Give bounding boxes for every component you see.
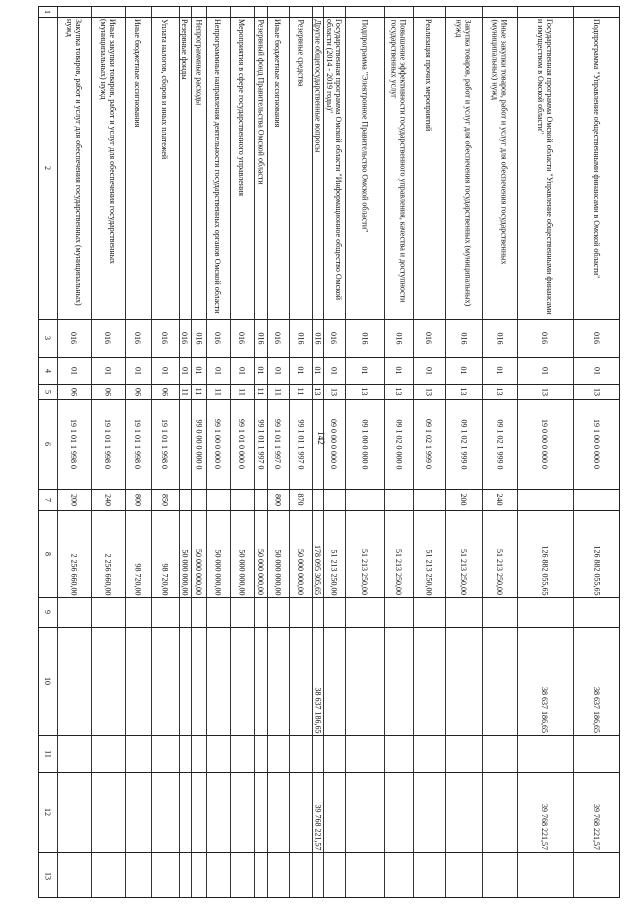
row-name: Государственная программа Омской области "Управление общественными финансами и имуществом в Омской области" — [536, 19, 554, 315]
code-cell: 016 — [180, 332, 190, 344]
code-cell: 016 — [313, 332, 322, 344]
code-cell: 19 1 01 1 998 0 — [160, 419, 170, 469]
code-cell: 01 — [313, 366, 322, 375]
header-number: 1 — [43, 10, 53, 14]
code-cell: 016 — [133, 332, 143, 344]
column-separator — [39, 17, 619, 18]
column-separator — [39, 852, 619, 853]
column-separator — [39, 357, 619, 358]
amount-cell: 2 256 660,00 — [69, 553, 79, 595]
code-cell: 19 1 01 1 998 0 — [133, 419, 143, 469]
code-cell: 13 — [394, 387, 403, 396]
code-cell: 13 — [495, 387, 504, 396]
code-cell: 800 — [273, 493, 283, 506]
code-cell: 11 — [180, 387, 190, 396]
code-cell: 016 — [329, 332, 339, 344]
code-cell: 13 — [540, 387, 550, 396]
column-separator — [39, 399, 619, 400]
amount-cell: 51 213 250,00 — [459, 549, 468, 595]
code-cell: 016 — [194, 332, 203, 344]
code-cell: 11 — [237, 387, 247, 396]
page-number: 142 — [315, 431, 326, 445]
amount-cell: 126 882 055,65 — [592, 545, 602, 595]
column-separator — [39, 597, 619, 598]
column-separator — [39, 319, 619, 320]
code-cell: 01 — [329, 366, 339, 375]
amount-cell: 39 768 221,57 — [313, 804, 322, 850]
amount-cell: 50 000 000,00 — [213, 549, 223, 595]
header-number: 8 — [43, 551, 53, 556]
code-cell: 09 1 02 0 000 0 — [394, 419, 403, 469]
code-cell: 13 — [424, 387, 434, 396]
code-cell: 016 — [495, 332, 504, 344]
code-cell: 01 — [296, 366, 305, 375]
code-cell: 06 — [160, 387, 170, 396]
column-separator — [39, 384, 619, 385]
code-cell: 11 — [213, 387, 223, 396]
code-cell: 09 1 02 1 999 0 — [424, 419, 434, 469]
amount-cell: 51 213 250,00 — [495, 549, 504, 595]
amount-cell: 38 637 186,65 — [313, 687, 322, 733]
code-cell: 06 — [69, 387, 79, 396]
row-name: Иные бюджетные ассигнования — [133, 19, 143, 128]
budget-table — [38, 6, 620, 898]
column-separator — [39, 510, 619, 511]
code-cell: 11 — [194, 387, 203, 396]
code-cell: 01 — [103, 366, 113, 375]
amount-cell: 98 720,00 — [133, 563, 143, 595]
code-cell: 09 1 00 0 000 0 — [360, 419, 369, 469]
amount-cell: 50 000 000,00 — [180, 549, 190, 595]
code-cell: 01 — [160, 366, 170, 375]
row-name: Закупка товаров, работ и услуг для обеспечения государственных (муниципальных) нужд — [65, 19, 83, 306]
column-separator — [39, 735, 619, 736]
header-number: 10 — [43, 677, 53, 685]
code-cell: 13 — [329, 387, 339, 396]
amount-cell: 51 213 250,00 — [329, 549, 339, 595]
amount-cell: 98 720,00 — [160, 563, 170, 595]
code-cell: 13 — [313, 387, 322, 396]
code-cell: 200 — [69, 493, 79, 506]
code-cell: 016 — [69, 332, 79, 344]
code-cell: 01 — [194, 366, 203, 375]
row-name: Подпрограмма "Управление общественными финансами в Омской области" — [592, 19, 602, 279]
code-cell: 01 — [459, 366, 468, 375]
header-number: 7 — [43, 497, 53, 502]
code-cell: 01 — [69, 366, 79, 375]
row-name: Иные закупки товаров, работ и услуг для обеспечения государственных (муниципальных) нужд — [99, 19, 117, 264]
code-cell: 06 — [133, 387, 143, 396]
amount-cell: 126 882 055,65 — [540, 545, 550, 595]
code-cell: 99 1 01 0 000 0 — [237, 419, 247, 469]
code-cell: 01 — [495, 366, 504, 375]
header-number: 13 — [43, 871, 53, 880]
row-name: Иные закупки товаров, работ и услуг для обеспечения государственных (муниципальных) нужд — [490, 19, 509, 264]
code-cell: 01 — [540, 366, 550, 375]
code-cell: 01 — [592, 366, 602, 375]
header-number: 11 — [43, 749, 53, 758]
amount-cell: 38 637 186,65 — [592, 687, 602, 733]
code-cell: 19 1 01 1 998 0 — [69, 419, 79, 469]
code-cell: 016 — [273, 332, 283, 344]
code-cell: 016 — [540, 332, 550, 344]
amount-cell: 50 000 000,00 — [237, 549, 247, 595]
code-cell: 016 — [213, 332, 223, 344]
code-cell: 200 — [459, 493, 468, 506]
code-cell: 19 0 00 0 000 0 — [540, 419, 550, 469]
code-cell: 06 — [103, 387, 113, 396]
header-number: 6 — [43, 442, 53, 446]
code-cell: 99 1 00 0 000 0 — [213, 419, 223, 469]
code-cell: 11 — [296, 387, 305, 396]
code-cell: 01 — [133, 366, 143, 375]
row-name: Закупка товаров, работ и услуг для обеспечения государственных (муниципальных) нужд — [454, 19, 473, 306]
header-number: 2 — [43, 166, 53, 170]
code-cell: 01 — [180, 366, 190, 375]
amount-cell: 50 000 000,00 — [194, 549, 203, 595]
row-name: Резервный фонд Правительства Омской области — [256, 19, 265, 185]
code-cell: 016 — [237, 332, 247, 344]
amount-cell: 39 768 221,57 — [592, 804, 602, 850]
row-name: Повышение эффективности государственного управления, качества и доступности государственных услуг — [389, 19, 408, 302]
code-cell: 09 1 02 1 999 0 — [495, 419, 504, 469]
code-cell: 11 — [256, 387, 265, 396]
code-cell: 19 1 00 0 000 0 — [592, 419, 602, 469]
code-cell: 11 — [273, 387, 283, 396]
row-name: Непрограммные расходы — [194, 19, 203, 105]
row-name: Подпрограмма "Электронное Правительство Омской области" — [360, 19, 369, 232]
code-cell: 01 — [213, 366, 223, 375]
row-name: Резервные средства — [296, 19, 305, 87]
amount-cell: 2 256 660,00 — [103, 553, 113, 595]
row-name: Резервные фонды — [180, 19, 190, 80]
row-name: Мероприятия в сфере государственного управления — [237, 19, 247, 197]
code-cell: 016 — [256, 332, 265, 344]
code-cell: 13 — [459, 387, 468, 396]
code-cell: 850 — [160, 493, 170, 506]
code-cell: 01 — [424, 366, 434, 375]
amount-cell: 38 637 186,65 — [540, 687, 550, 733]
code-cell: 01 — [237, 366, 247, 375]
header-number: 5 — [43, 389, 53, 394]
code-cell: 09 0 00 0 000 0 — [329, 419, 339, 469]
code-cell: 01 — [360, 366, 369, 375]
code-cell: 870 — [296, 493, 305, 506]
code-cell: 01 — [273, 366, 283, 375]
header-number: 3 — [43, 336, 53, 340]
header-number: 9 — [43, 610, 53, 614]
amount-cell: 50 000 000,00 — [273, 549, 283, 595]
code-cell: 13 — [592, 387, 602, 396]
code-cell: 016 — [103, 332, 113, 344]
amount-cell: 39 768 221,57 — [540, 804, 550, 850]
amount-cell: 51 213 250,00 — [394, 549, 403, 595]
column-separator — [39, 772, 619, 773]
code-cell: 016 — [459, 332, 468, 344]
code-cell: 99 1 01 1 997 0 — [256, 419, 265, 469]
code-cell: 99 1 01 1 997 0 — [273, 419, 283, 469]
amount-cell: 51 213 250,00 — [424, 549, 434, 595]
code-cell: 240 — [103, 493, 113, 506]
column-separator — [39, 627, 619, 628]
amount-cell: 51 213 250,00 — [360, 549, 369, 595]
code-cell: 016 — [296, 332, 305, 344]
header-number: 4 — [43, 368, 53, 373]
row-name: Уплата налогов, сборов и иных платежей — [160, 19, 170, 160]
code-cell: 240 — [495, 493, 504, 506]
row-name: Непрограммные направления деятельности государственных органов Омской области — [213, 19, 223, 314]
code-cell: 016 — [424, 332, 434, 344]
code-cell: 016 — [160, 332, 170, 344]
code-cell: 016 — [592, 332, 602, 344]
code-cell: 09 1 02 1 999 0 — [459, 419, 468, 469]
header-number: 12 — [43, 808, 53, 816]
code-cell: 016 — [394, 332, 403, 344]
row-name: Государственная программа Омской области "Информационное общество Омской области (2014 - 2019 годы)" — [325, 19, 343, 301]
row-name: Другие общегосударственные вопросы — [313, 19, 322, 153]
row-name: Реализация прочих мероприятий — [424, 19, 434, 132]
code-cell: 800 — [133, 493, 143, 506]
code-cell: 01 — [256, 366, 265, 375]
amount-cell: 50 000 000,00 — [296, 549, 305, 595]
amount-cell: 50 000 000,00 — [256, 549, 265, 595]
amount-cell: 178 095 305,65 — [313, 545, 322, 595]
column-separator — [39, 489, 619, 490]
code-cell: 99 0 00 0 000 0 — [194, 419, 203, 469]
code-cell: 19 1 01 1 998 0 — [103, 419, 113, 469]
code-cell: 016 — [360, 332, 369, 344]
code-cell: 99 1 01 1 997 0 — [296, 419, 305, 469]
code-cell: 13 — [360, 387, 369, 396]
row-name: Иные бюджетные ассигнования — [273, 19, 283, 128]
code-cell: 01 — [394, 366, 403, 375]
